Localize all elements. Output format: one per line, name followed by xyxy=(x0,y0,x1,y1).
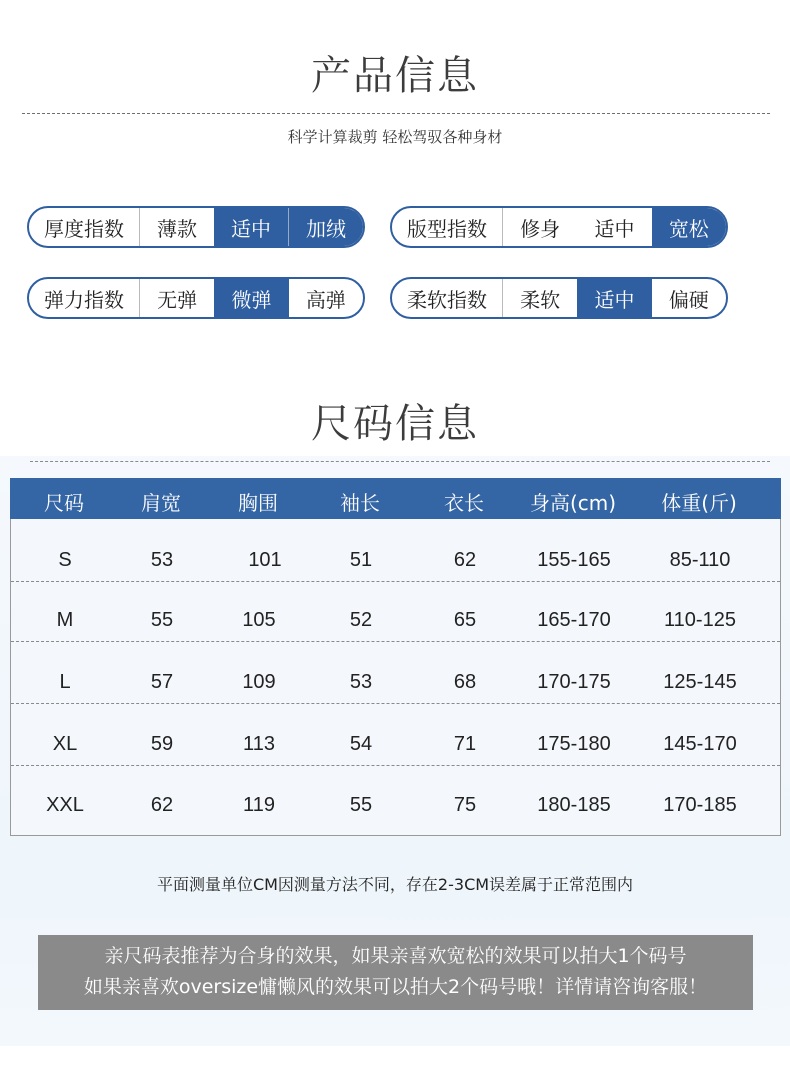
measurement-note: 平面测量单位CM因测量方法不同，存在2-3CM误差属于正常范围内 xyxy=(156,875,634,894)
table-cell: 85-110 xyxy=(669,549,731,571)
table-cell: 170-175 xyxy=(537,671,611,693)
table-cell: 71 xyxy=(453,733,477,755)
table-cell: 75 xyxy=(453,794,477,816)
table-cell: 65 xyxy=(453,609,477,631)
product-info-title: 产品信息 xyxy=(311,53,479,99)
table-cell: 55 xyxy=(150,609,174,631)
divider xyxy=(30,461,770,462)
column-header: 衣长 xyxy=(444,491,484,515)
column-header: 肩宽 xyxy=(141,491,181,515)
index-label: 版型指数 xyxy=(392,208,503,246)
index-option: 柔软 xyxy=(520,287,561,312)
table-cell: S xyxy=(58,549,72,571)
table-cell: XL xyxy=(52,733,78,755)
table-cell: 119 xyxy=(243,794,275,816)
column-header: 胸围 xyxy=(238,491,278,515)
table-cell: 54 xyxy=(349,733,373,755)
index-option: 薄款 xyxy=(157,216,197,241)
table-cell: 53 xyxy=(150,549,174,571)
table-cell: 175-180 xyxy=(537,733,611,755)
column-header: 身高(cm) xyxy=(529,491,617,515)
size-info-title: 尺码信息 xyxy=(311,401,479,447)
size-tip-box xyxy=(38,935,753,1010)
index-option: 加绒 xyxy=(289,208,363,246)
index-pill xyxy=(390,277,728,319)
index-label: 弹力指数 xyxy=(29,279,140,317)
index-label: 厚度指数 xyxy=(29,208,140,246)
size-table-header xyxy=(10,478,781,519)
table-cell: 53 xyxy=(349,671,373,693)
column-header: 袖长 xyxy=(340,491,380,515)
product-info-subtitle: 科学计算裁剪 轻松驾驭各种身材 xyxy=(287,128,503,146)
index-option: 偏硬 xyxy=(668,287,709,312)
table-cell: 180-185 xyxy=(537,794,611,816)
table-cell: 155-165 xyxy=(537,549,611,571)
table-cell: 109 xyxy=(242,671,276,693)
index-pill xyxy=(27,206,365,248)
table-cell: 125-145 xyxy=(663,671,737,693)
index-option: 宽松 xyxy=(652,208,726,246)
column-header: 尺码 xyxy=(44,491,84,515)
index-option: 修身 xyxy=(520,216,561,241)
index-option: 适中 xyxy=(577,279,651,317)
table-row xyxy=(11,764,780,826)
table-row xyxy=(11,579,780,642)
table-cell: 110-125 xyxy=(664,609,736,631)
table-cell: 170-185 xyxy=(663,794,737,816)
table-cell: 62 xyxy=(150,794,174,816)
table-row xyxy=(11,641,780,704)
table-cell: L xyxy=(59,671,71,693)
table-cell: 101 xyxy=(248,549,282,571)
column-header: 体重(斤) xyxy=(661,491,737,515)
size-table-body xyxy=(10,519,781,836)
index-option: 高弹 xyxy=(305,287,346,312)
table-cell: 57 xyxy=(150,671,174,693)
index-pill xyxy=(27,277,365,319)
index-label: 柔软指数 xyxy=(392,279,503,317)
table-cell: 62 xyxy=(453,549,477,571)
table-cell: XXL xyxy=(46,794,84,816)
table-cell: 59 xyxy=(150,733,174,755)
table-cell: 52 xyxy=(349,609,373,631)
tip-line-1: 亲尺码表推荐为合身的效果，如果亲喜欢宽松的效果可以拍大1个码号 xyxy=(104,945,687,967)
table-cell: 145-170 xyxy=(663,733,737,755)
index-option: 无弹 xyxy=(157,287,198,312)
index-pill xyxy=(390,206,728,248)
index-option: 适中 xyxy=(214,208,289,246)
table-row xyxy=(11,703,780,766)
table-cell: 105 xyxy=(242,609,276,631)
table-cell: 113 xyxy=(243,733,275,755)
tip-line-2: 如果亲喜欢oversize慵懒风的效果可以拍大2个码号哦！详情请咨询客服！ xyxy=(83,976,708,998)
table-cell: 55 xyxy=(349,794,373,816)
index-option: 适中 xyxy=(594,216,635,241)
table-cell: 165-170 xyxy=(537,609,611,631)
table-cell: 51 xyxy=(349,549,373,571)
index-option: 微弹 xyxy=(214,279,288,317)
divider xyxy=(22,113,770,114)
table-row xyxy=(11,519,780,582)
table-cell: 68 xyxy=(453,671,477,693)
table-cell: M xyxy=(56,609,74,631)
